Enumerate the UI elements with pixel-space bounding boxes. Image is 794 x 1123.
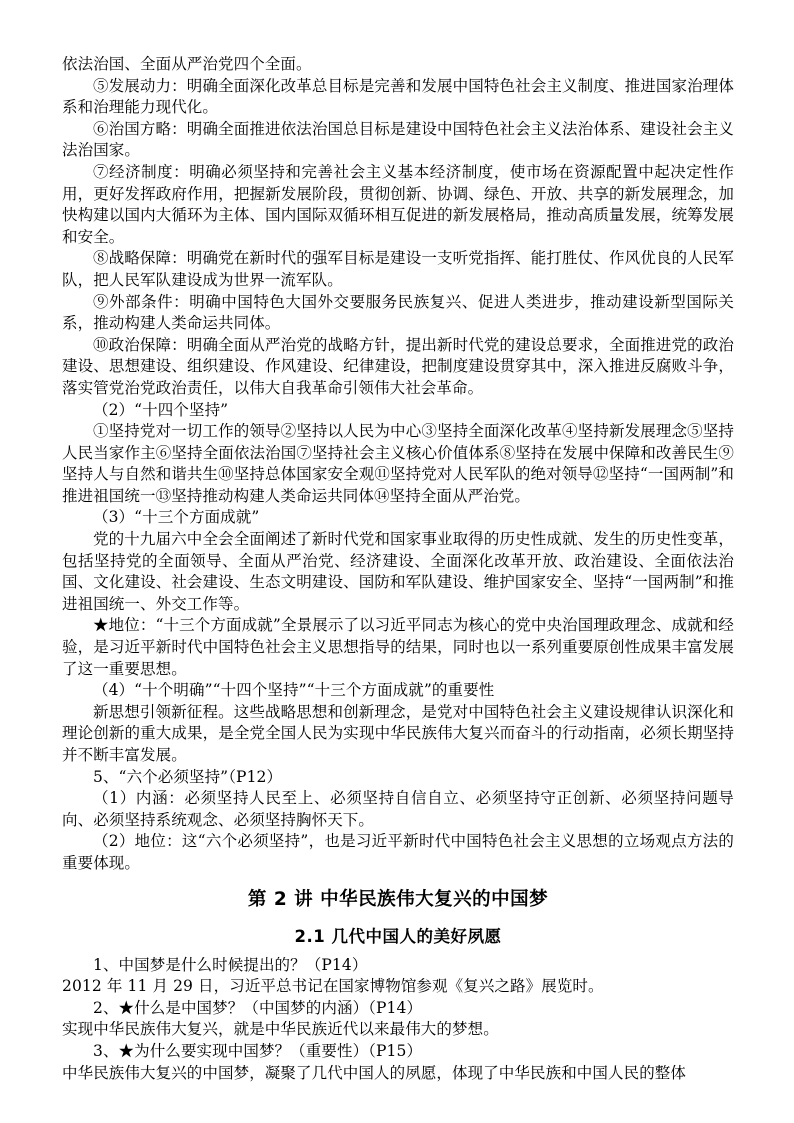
question-1: 1、中国梦是什么时候提出的？（P14） (93, 955, 368, 974)
paragraph-six-musts-connotation: （1）内涵：必须坚持人民至上、必须坚持自信自立、必须坚持守正创新、必须坚持问题导向、必须坚持系统观念、必须坚持胸怀天下。 (62, 789, 734, 829)
paragraph-economic-system: ⑦经济制度：明确必须坚持和完善社会主义基本经济制度，使市场在资源配置中起决定性作用，更好发挥政府作用，把握新发展阶段，贯彻创新、协调、绿色、开放、共享的新发展理念，加快构建以国内大循环为主体、国内国际双循环相互促进的新发展格局，推动高质量发展，统筹发展和安全。 (62, 162, 734, 246)
paragraph-strategic-guarantee: ⑧战略保障：明确党在新时代的强军目标是建设一支听党指挥、能打胜仗、作风优良的人民军队，把人民军队建设成为世界一流军队。 (62, 249, 734, 289)
paragraph-fourteen-adherences: ①坚持党对一切工作的领导②坚持以人民为中心③坚持全面深化改革④坚持新发展理念⑤坚持人民当家作主⑥坚持全面依法治国⑦坚持社会主义核心价值体系⑧坚持在发展中保障和改善民生⑨坚持人与自然和谐共生⑩坚持总体国家安全观⑪坚持党对人民军队的绝对领导⑫坚持“一国两制”和推进祖国统一⑬坚持推动构建人类命运共同体⑭坚持全面从严治党。 (62, 422, 734, 505)
paragraph-achievements-status: ★地位：“十三个方面成就”全景展示了以习近平同志为核心的党中央治国理政理念、成就和经验，是习近平新时代中国特色社会主义思想指导的结果，同时也以一系列重要原创性成果丰富发展了这一重要思想。 (62, 616, 734, 678)
paragraph-importance: 新思想引领新征程。这些战略思想和创新理念，是党对中国特色社会主义建设规律认识深化和理论创新的重大成果，是全党全国人民为实现中华民族伟大复兴而奋斗的行动指南，必须长期坚持并不断丰富发展。 (62, 702, 734, 764)
paragraph-external-conditions: ⑨外部条件：明确中国特色大国外交要服务民族复兴、促进人类进步，推动建设新型国际关系，推动构建人类命运共同体。 (62, 292, 734, 333)
paragraph-six-musts-status: （2）地位：这“六个必须坚持”，也是习近平新时代中国特色社会主义思想的立场观点方法的重要体现。 (62, 832, 734, 872)
paragraph-thirteen-achievements: 党的十九届六中全会全面阐述了新时代党和国家事业取得的历史性成就、发生的历史性变革，包括坚持党的全面领导、全面从严治党、经济建设、全面深化改革开放、政治建设、全面依法治国、文化建设、社会建设、生态文明建设、国防和军队建设、维护国家安全、坚持“一国两制”和推进祖国统一、外交工作等。 (62, 530, 734, 613)
heading-importance: （4）“十个明确”“十四个坚持”“十三个方面成就”的重要性 (93, 681, 495, 700)
paragraph-four-comprehensives: 依法治国、全面从严治党四个全面。 (62, 55, 312, 73)
lecture-title: 第 2 讲 中华民族伟大复兴的中国梦 (247, 888, 549, 910)
heading-thirteen-achievements: （3）“十三个方面成就” (93, 508, 260, 527)
question-3: 3、★为什么要实现中国梦？（重要性）（P15） (93, 1041, 423, 1060)
heading-fourteen-adherences: （2）“十四个坚持” (93, 400, 229, 419)
answer-2: 实现中华民族伟大复兴，就是中华民族近代以来最伟大的梦想。 (62, 1020, 499, 1039)
question-2: 2、★什么是中国梦？（中国梦的内涵）（P14） (93, 998, 423, 1017)
paragraph-political-guarantee: ⑩政治保障：明确全面从严治党的战略方针，提出新时代党的建设总要求，全面推进党的政治建设、思想建设、组织建设、作风建设、纪律建设，把制度建设贯穿其中，深入推进反腐败斗争，落实管党治党政治责任，以伟大自我革命引领伟大社会革命。 (62, 335, 734, 397)
document-page (62, 54, 734, 1084)
answer-1: 2012 年 11 月 29 日，习近平总书记在国家博物馆参观《复兴之路》展览时。 (62, 977, 604, 996)
section-title: 2.1 几代中国人的美好夙愿 (294, 926, 502, 946)
paragraph-governance-strategy: ⑥治国方略：明确全面推进依法治国总目标是建设中国特色社会主义法治体系、建设社会主义法治国家。 (62, 119, 734, 160)
heading-six-musts: 5、“六个必须坚持”（P12） (93, 767, 283, 786)
paragraph-development-driver: ⑤发展动力：明确全面深化改革总目标是完善和发展中国特色社会主义制度、推进国家治理体系和治理能力现代化。 (62, 76, 734, 117)
answer-3: 中华民族伟大复兴的中国梦，凝聚了几代中国人的夙愿，体现了中华民族和中国人民的整体 (62, 1063, 687, 1082)
